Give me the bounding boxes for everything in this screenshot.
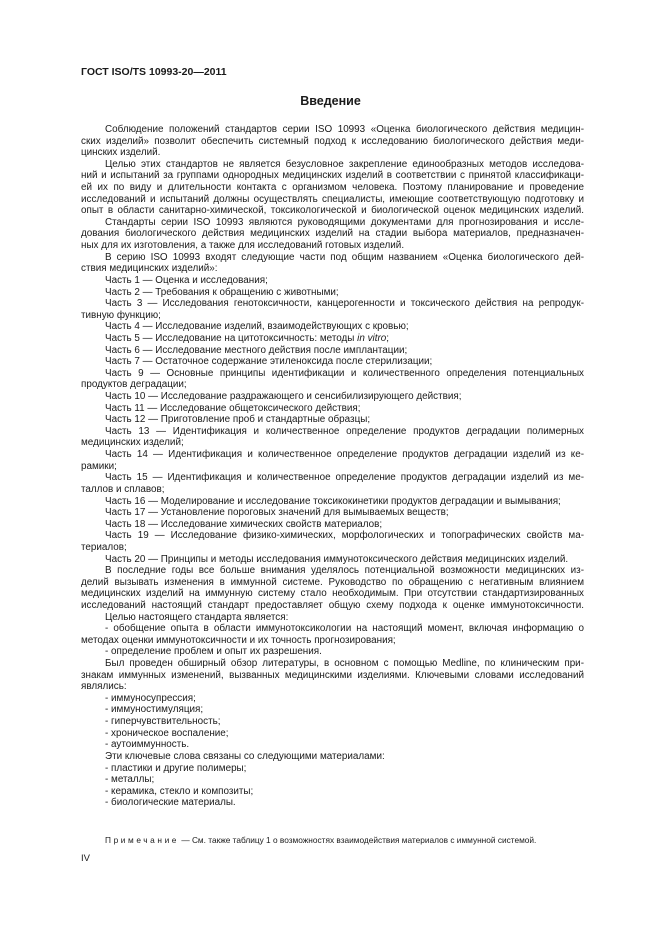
text-line: Соблюдение положений стандартов серии ISO 10993 «Оценка биологического действия медицин-: [105, 124, 584, 135]
body-text: [81, 124, 584, 809]
text-line: Эти ключевые слова связаны со следующими материалами:: [105, 750, 385, 762]
text-line: В серию ISO 10993 входят следующие части под общим названием «Оценка биологического дей-: [105, 251, 584, 263]
text-line: териалов;: [81, 541, 127, 553]
text-line: - пластики и другие полимеры;: [105, 762, 247, 774]
text-line: Часть 2 — Требования к обращению с животными;: [105, 286, 339, 298]
page-number: IV: [81, 853, 90, 864]
text-line: Часть 12 — Приготовление проб и стандартные образцы;: [105, 414, 371, 426]
text-line: Часть 3 — Исследования генотоксичности, канцерогенности и токсического действия на репродук-: [105, 298, 584, 310]
text-line: - гиперчувствительность;: [105, 716, 221, 728]
document-header: ГОСТ ISO/TS 10993-20—2011: [81, 66, 227, 78]
note: [105, 835, 536, 845]
text-line: тивную функцию;: [81, 309, 161, 321]
text-line: медицинских изделий на иммунную систему стало необходимым. При отсутствии стандартизированных: [81, 588, 584, 600]
text-line: исследований настоящий стандарт предоставляет общую схему подхода к оценке иммунотоксичности.: [81, 599, 584, 611]
text-line: делий вызывать изменения в иммунной системе. Руководство по обращению с негативным влиянием: [81, 576, 584, 588]
text-line: исследований и испытаний должны осуществлять специалисты, имеющие соответствующую подготовку и: [81, 193, 584, 205]
text-line: опыт в области санитарно-химической, токсикологической и биологической оценок медицинских изделий.: [81, 205, 584, 217]
text-line: Целью этих стандартов не является безусловное закрепление единообразных методов исследова-: [105, 158, 584, 170]
text-line: являлись:: [81, 681, 127, 693]
text-line: ний и испытаний за группами однородных медицинских изделий в соответствии с принятой классификаци-: [81, 170, 584, 182]
note-label: Примечание: [105, 835, 180, 845]
text-line: Часть 7 — Остаточное содержание этиленоксида после стерилизации;: [105, 356, 433, 368]
text-line: Часть 15 — Идентификация и количественное определение продуктов деградации изделий из ме-: [105, 472, 584, 484]
text-line: - аутоиммунность.: [105, 739, 190, 751]
text-line: ных для их изготовления, а также для исследований готовых изделий.: [81, 240, 405, 252]
text-line: медицинских изделий;: [81, 437, 184, 449]
text-line: - определение проблем и опыт их разрешения.: [105, 646, 322, 658]
text-line: - металлы;: [105, 774, 155, 786]
note-text: — См. также таблицу 1 о возможностях взаимодействия материалов с иммунной системой.: [179, 835, 537, 845]
text-line: рамики;: [81, 460, 117, 472]
text-line: Часть 16 — Моделирование и исследование токсикокинетики продуктов деградации и вымывания;: [105, 495, 561, 507]
text-line: В последние годы все больше внимания уделялось потенциальной возможности медицинских из-: [105, 565, 584, 577]
text-line: Часть 13 — Идентификация и количественное определение продуктов деградации полимерных: [105, 425, 584, 437]
text-line: - обобщение опыта в области иммунотоксикологии на настоящий момент, включая информацию о: [105, 623, 584, 635]
text-line: - биологические материалы.: [105, 797, 236, 809]
text-line: Часть 18 — Исследование химических свойств материалов;: [105, 518, 383, 530]
text-line: - иммуносупрессия;: [105, 692, 196, 704]
text-line: цинских изделий.: [81, 147, 161, 159]
text-line: продуктов деградации;: [81, 379, 187, 391]
text-line: Часть 6 — Исследование местного действия после имплантации;: [105, 344, 408, 356]
text-line: знакам иммунных изменений, вызванных медицинскими изделиями. Ключевыми словами исследований: [81, 669, 584, 681]
text-line: Часть 5 — Исследование на цитотоксичность: методы in vitro;: [105, 332, 389, 344]
text-line: дования биологического действия медицинских изделий на стадии выбора материалов, предназначен-: [81, 228, 584, 240]
section-title: Введение: [300, 94, 361, 108]
text-line: Стандарты серии ISO 10993 являются руководящими документами для прогнозирования и иссле-: [105, 216, 584, 228]
text-line: ствия медицинских изделий»:: [81, 263, 218, 275]
text-line: Часть 14 — Идентификация и количественное определение продуктов деградации изделий из ке-: [105, 449, 584, 461]
text-line: - хроническое воспаление;: [105, 727, 229, 739]
text-line: Был проведен обширный обзор литературы, в основном с помощью Medline, по клиническим при-: [105, 658, 584, 670]
text-line: ей их по виду и длительности контакта с организмом человека. Поэтому планирование и проведение: [81, 182, 584, 194]
text-line: - керамика, стекло и композиты;: [105, 785, 254, 797]
text-line: ских изделий» позволит обеспечить системный подход к исследованию биологического действия меди-: [81, 135, 584, 147]
text-line: Часть 10 — Исследование раздражающего и сенсибилизирующего действия;: [105, 391, 462, 403]
text-line: Целью настоящего стандарта является:: [105, 611, 289, 623]
text-line: методах оценки иммунотоксичности и их точность прогнозирования;: [81, 634, 396, 646]
text-line: Часть 19 — Исследование физико-химических, морфологических и топографических свойств ма-: [105, 530, 584, 542]
text-line: - иммуностимуляция;: [105, 704, 204, 716]
italic-term: in vitro: [357, 332, 387, 344]
text-line: Часть 9 — Основные принципы идентификации и количественного определения потенциальных: [105, 367, 584, 379]
text-line: Часть 4 — Исследование изделий, взаимодействующих с кровью;: [105, 321, 409, 333]
text-line: Часть 1 — Оценка и исследования;: [105, 274, 268, 286]
text-line: Часть 11 — Исследование общетоксического действия;: [105, 402, 361, 414]
text-line: Часть 20 — Принципы и методы исследования иммунотоксического действия медицинских изделий.: [105, 553, 569, 565]
text-line: Часть 17 — Установление пороговых значений для вымываемых веществ;: [105, 507, 449, 519]
text-line: таллов и сплавов;: [81, 483, 165, 495]
